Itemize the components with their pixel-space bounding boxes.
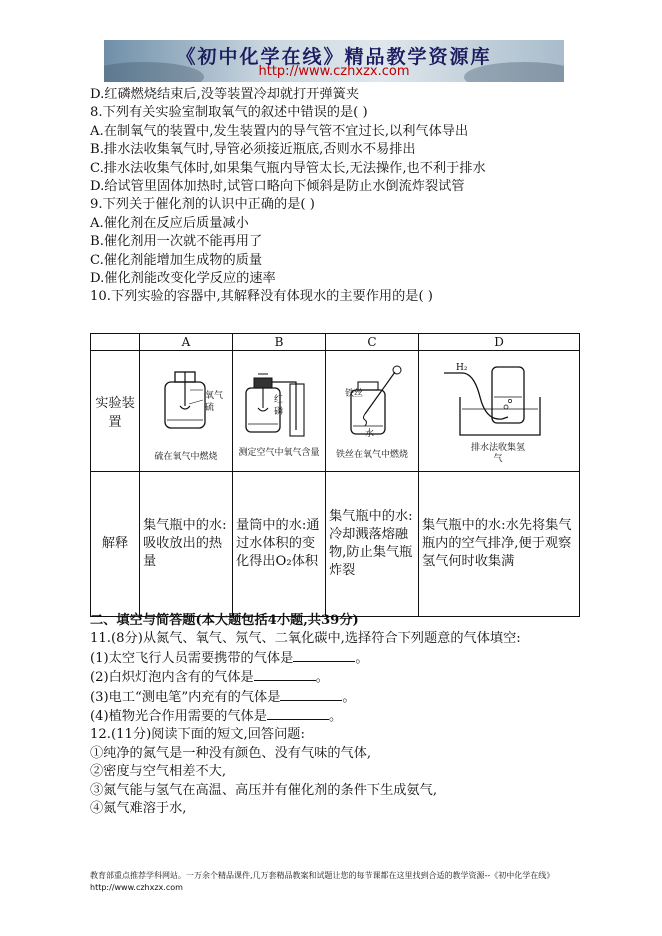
answer-blank[interactable] bbox=[267, 707, 329, 720]
site-banner bbox=[104, 40, 564, 82]
questions-8-10 bbox=[90, 86, 580, 307]
explanation-row bbox=[91, 472, 580, 617]
q12-item: ①纯净的氮气是一种没有颜色、没有气味的气体, bbox=[90, 745, 372, 761]
text-line: D.红磷燃烧结束后,没等装置冷却就打开弹簧夹 bbox=[90, 87, 360, 102]
q11-intro: 11.(8分)从氮气、氧气、氖气、二氧化碳中,选择符合下列题意的气体填空: bbox=[90, 631, 521, 647]
apparatus-c bbox=[326, 351, 419, 472]
caption-a: 硫在氧气中燃烧 bbox=[154, 451, 218, 462]
explanation-d: 集气瓶中的水:水先将集气瓶内的空气排净,便于观察氢气何时收集满 bbox=[419, 472, 580, 617]
text-line: B.催化剂用一次就不能再用了 bbox=[90, 234, 263, 250]
explanation-c: 集气瓶中的水:冷却溅落熔融物,防止集气瓶炸裂 bbox=[326, 472, 419, 617]
text-line: B.排水法收集氧气时,导管必须接近瓶底,否则水不易排出 bbox=[90, 142, 416, 158]
text-line: A.催化剂在反应后质量减小 bbox=[90, 215, 249, 231]
text-line: C.催化剂能增加生成物的质量 bbox=[90, 252, 263, 268]
label-water: 水 bbox=[365, 428, 375, 439]
column-header: C bbox=[326, 334, 419, 351]
column-header: B bbox=[233, 334, 326, 351]
apparatus-d bbox=[419, 351, 580, 472]
experiment-table bbox=[90, 333, 580, 617]
apparatus-row bbox=[91, 351, 580, 472]
q11-item: (2)白炽灯泡内含有的气体是 。 bbox=[90, 670, 329, 686]
section-fill-in bbox=[90, 612, 580, 818]
explanation-b: 量筒中的水:通过水体积的变化得出O₂体积 bbox=[233, 472, 326, 617]
answer-blank[interactable] bbox=[280, 688, 342, 701]
text-line: D.催化剂能改变化学反应的速率 bbox=[90, 271, 276, 287]
text-line: C.排水法收集气体时,如果集气瓶内导管太长,无法操作,也不利于排水 bbox=[90, 160, 486, 176]
section-heading: 二、填空与简答题(本大题包括4小题,共39分) bbox=[90, 613, 359, 628]
label-oxygen: 氧气 bbox=[205, 390, 224, 401]
text-line: 9.下列关于催化剂的认识中正确的是( ) bbox=[90, 197, 315, 213]
caption-c: 铁丝在氧气中燃烧 bbox=[335, 449, 408, 460]
answer-blank[interactable] bbox=[293, 649, 355, 662]
column-header: A bbox=[140, 334, 233, 351]
q12-item: ②密度与空气相差不大, bbox=[90, 764, 227, 780]
banner-title: 《初中化学在线》精品教学资源库 bbox=[176, 46, 492, 68]
q12-intro: 12.(11分)阅读下面的短文,回答问题: bbox=[90, 727, 305, 743]
label-iron-wire: 铁丝 bbox=[345, 388, 364, 399]
text-line: A.在制氧气的装置中,发生装置内的导气管不宜过长,以利气体导出 bbox=[90, 123, 469, 139]
column-header: D bbox=[419, 334, 580, 351]
label-hydrogen: H₂ bbox=[456, 363, 468, 373]
page-footer: 教育部重点推荐学科网站。一万余个精品课件,几万套精品教案和试题让您的每节课都在这里找到合适的教学资源--《初中化学在线》http://www.czhxzx.com bbox=[90, 871, 555, 892]
label-sulfur: 硫 bbox=[205, 402, 215, 413]
q11-item: (4)植物光合作用需要的气体是 。 bbox=[90, 709, 343, 725]
q12-item: ③氮气能与氢气在高温、高压并有催化剂的条件下生成氨气, bbox=[90, 782, 438, 798]
banner-url[interactable]: http://www.czhxzx.com bbox=[258, 64, 410, 79]
q11-item: (1)太空飞行人员需要携带的气体是 。 bbox=[90, 650, 369, 666]
q11-item: (3)电工“测电笔”内充有的气体是 。 bbox=[90, 689, 356, 705]
caption-b: 测定空气中氧气含量 bbox=[238, 447, 320, 458]
label-phosphorus: 磷 bbox=[274, 406, 284, 417]
caption-d: 排水法收集氢气 bbox=[470, 443, 525, 464]
q12-item: ④氮气难溶于水, bbox=[90, 801, 187, 817]
sulfur-burning-diagram bbox=[143, 360, 229, 448]
apparatus-a bbox=[140, 351, 233, 472]
table-corner bbox=[91, 334, 140, 351]
text-line: 10.下列实验的容器中,其解释没有体现水的主要作用的是( ) bbox=[90, 289, 433, 305]
row-label-apparatus: 实验装置 bbox=[91, 351, 140, 472]
apparatus-b bbox=[233, 351, 326, 472]
label-red: 红 bbox=[274, 394, 284, 405]
hydrogen-collection-diagram bbox=[422, 357, 572, 439]
answer-blank[interactable] bbox=[254, 668, 316, 681]
table-header-row bbox=[91, 334, 580, 351]
text-line: 8.下列有关实验室制取氧气的叙述中错误的是( ) bbox=[90, 105, 368, 121]
row-label-explanation: 解释 bbox=[91, 472, 140, 617]
text-line: D.给试管里固体加热时,试管口略向下倾斜是防止水倒流炸裂试管 bbox=[90, 179, 465, 195]
explanation-a: 集气瓶中的水:吸收放出的热量 bbox=[140, 472, 233, 617]
